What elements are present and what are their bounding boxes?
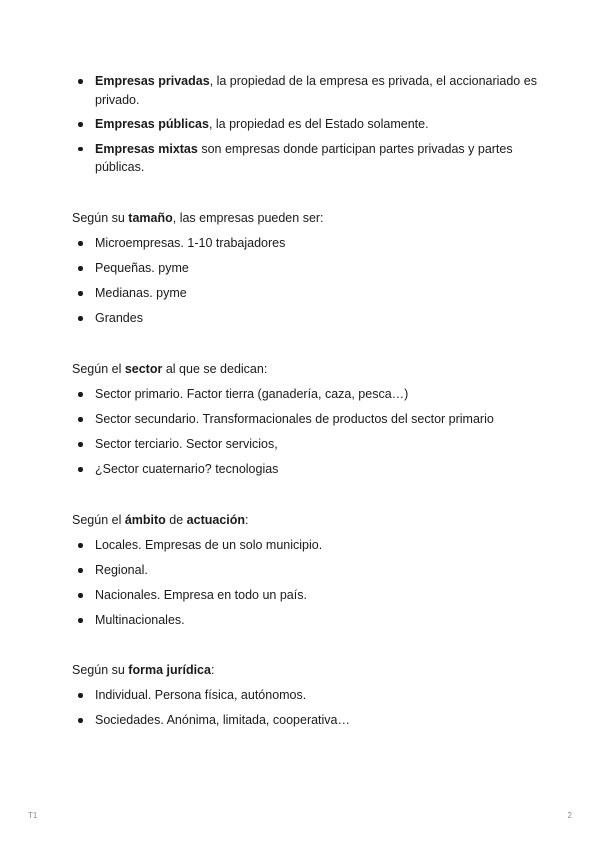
item-term: Empresas públicas [95,117,209,131]
sector-heading: Según el sector al que se dedican: [72,362,268,376]
list-item [72,72,542,109]
item-term: Empresas mixtas [95,141,198,156]
legal-form-list [72,686,542,730]
list-item: Sector terciario. Sector servicios, [72,435,542,454]
list-item: ¿Sector cuaternario? tecnologias [72,460,542,479]
list-item [72,140,542,177]
list-item: Regional. [72,561,542,580]
list-item: Sector secundario. Transformacionales de productos del sector primario [72,410,542,429]
list-item: Microempresas. 1-10 trabajadores [72,234,542,253]
legal-form-heading: Según su forma jurídica: [72,663,215,677]
ownership-type-list [72,72,542,177]
item-text: son empresas donde participan partes privadas y partes públicas. [95,141,513,174]
item-text: , la propiedad de la empresa es privada, el accionariado es privado. [95,74,537,107]
footer-left-label: T1 [28,811,38,820]
list-item [72,115,542,134]
size-list [72,234,542,328]
list-item: Grandes [72,309,542,328]
item-term: Empresas privadas [95,74,210,88]
sector-list [72,385,542,479]
list-item: Nacionales. Empresa en todo un país. [72,586,542,605]
list-item: Sector primario. Factor tierra (ganadería, caza, pesca…) [72,385,542,404]
scope-heading: Según el ámbito de actuación: [72,513,249,527]
item-text: , la propiedad es del Estado solamente. [208,117,429,131]
list-item: Medianas. pyme [72,284,542,303]
list-item: Pequeñas. pyme [72,259,542,278]
list-item: Locales. Empresas de un solo municipio. [72,536,542,555]
list-item: Multinacionales. [72,611,542,630]
list-item: Sociedades. Anónima, limitada, cooperativa… [72,711,542,730]
list-item: Individual. Persona física, autónomos. [72,686,542,705]
scope-list [72,536,542,630]
page-number: 2 [567,811,572,820]
size-heading: Según su tamaño, las empresas pueden ser: [72,211,324,225]
